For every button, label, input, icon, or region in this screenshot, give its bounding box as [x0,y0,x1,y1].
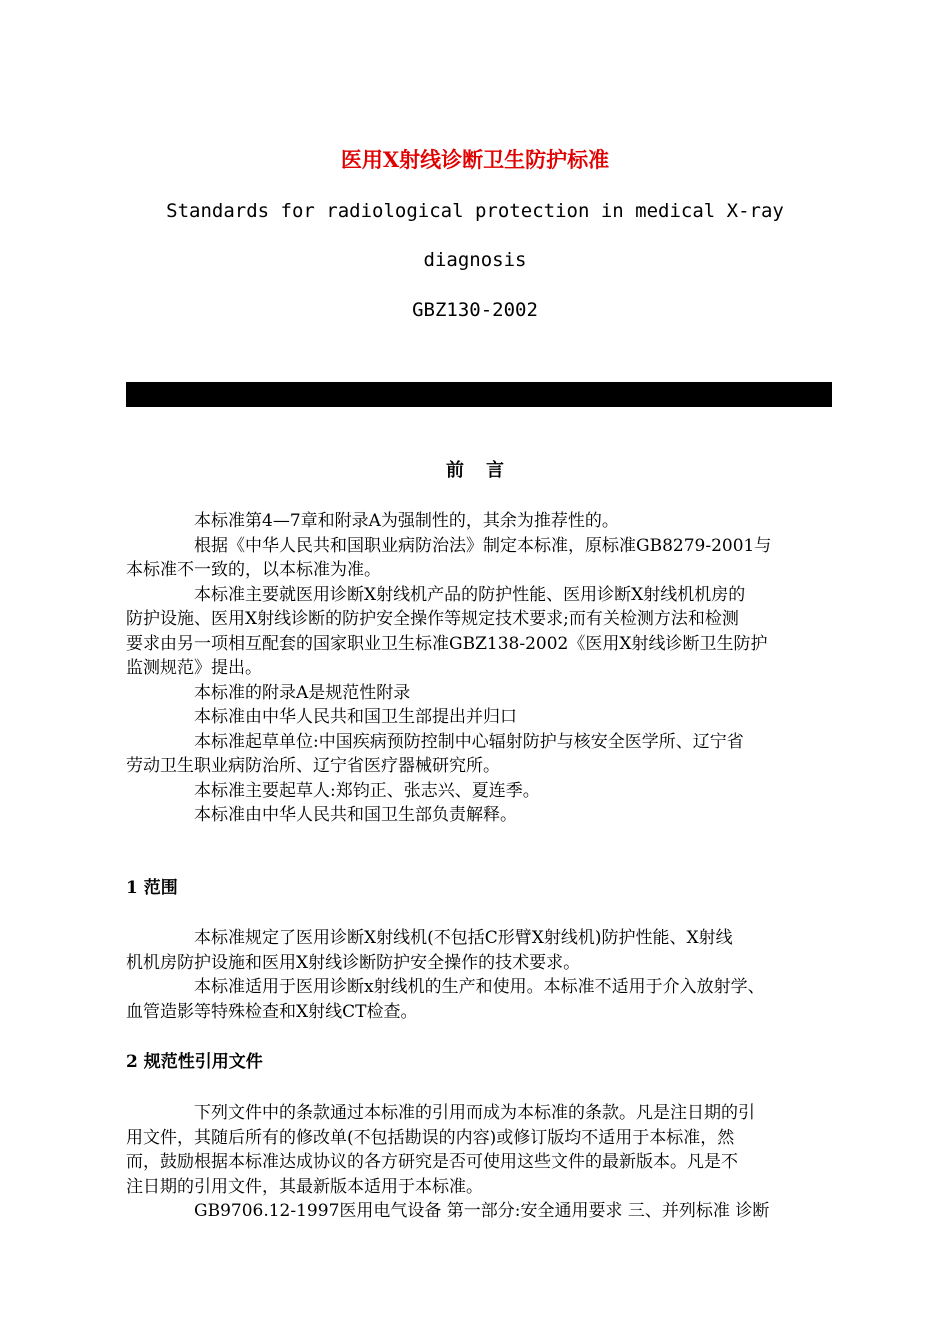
foreword-line: 监测规范》提出。 [126,658,262,678]
document-title: 医用X射线诊断卫生防护标准 [340,147,610,172]
title-divider-bar [126,382,832,407]
section-1-line: 本标准适用于医用诊断x射线机的生产和使用。本标准不适用于介入放射学、 [194,977,765,997]
foreword-line: 本标准第4—7章和附录A为强制性的，其余为推荐性的。 [194,511,619,531]
english-title-line-1: Standards for radiological protection in medical X-ray [166,200,784,222]
section-2-heading: 2 规范性引用文件 [126,1052,263,1072]
foreword-line: 本标准起草单位:中国疾病预防控制中心辐射防护与核安全医学所、辽宁省 [194,731,744,752]
section-1-body [126,926,836,1024]
foreword-line: 劳动卫生职业病防治所、辽宁省医疗器械研究所。 [126,756,500,776]
foreword-line: 本标准由中华人民共和国卫生部负责解释。 [194,805,517,825]
foreword-heading: 前言 [446,460,526,481]
section-2-line: 而，鼓励根据本标准达成协议的各方研究是否可使用这些文件的最新版本。凡是不 [126,1152,738,1172]
section-2-line: 用文件，其随后所有的修改单(不包括勘误的内容)或修订版均不适用于本标准，然 [126,1127,735,1148]
foreword-line: 本标准的附录A是规范性附录 [194,682,411,703]
foreword-body [126,509,836,828]
standard-code: GBZ130-2002 [412,299,538,321]
foreword-line: 要求由另一项相互配套的国家职业卫生标准GBZ138-2002《医用X射线诊断卫生防护 [126,633,768,654]
section-2-line: 注日期的引用文件，其最新版本适用于本标准。 [126,1176,483,1197]
section-1-heading: 1 范围 [126,878,178,898]
foreword-line: 防护设施、医用X射线诊断的防护安全操作等规定技术要求;而有关检测方法和检测 [126,609,739,629]
section-2-body [126,1101,836,1224]
foreword-line: 根据《中华人民共和国职业病防治法》制定本标准，原标准GB8279-2001与 [194,535,772,556]
section-1-line: 血管造影等特殊检查和X射线CT检查。 [126,1001,418,1022]
foreword-line: 本标准由中华人民共和国卫生部提出并归口 [194,707,517,727]
section-2-line: 下列文件中的条款通过本标准的引用而成为本标准的条款。凡是注日期的引 [194,1103,755,1123]
foreword-line: 本标准主要就医用诊断X射线机产品的防护性能、医用诊断X射线机机房的 [194,584,746,605]
section-1-line: 机机房防护设施和医用X射线诊断防护安全操作的技术要求。 [126,952,581,973]
section-2-line: GB9706.12-1997医用电气设备 第一部分:安全通用要求 三、并列标准 诊断 [194,1201,770,1221]
section-1-line: 本标准规定了医用诊断X射线机(不包括C形臂X射线机)防护性能、X射线 [194,928,733,948]
english-title-line-2: diagnosis [423,249,527,271]
foreword-line: 本标准不一致的，以本标准为准。 [126,560,381,580]
foreword-line: 本标准主要起草人:郑钧正、张志兴、夏连季。 [194,780,540,801]
